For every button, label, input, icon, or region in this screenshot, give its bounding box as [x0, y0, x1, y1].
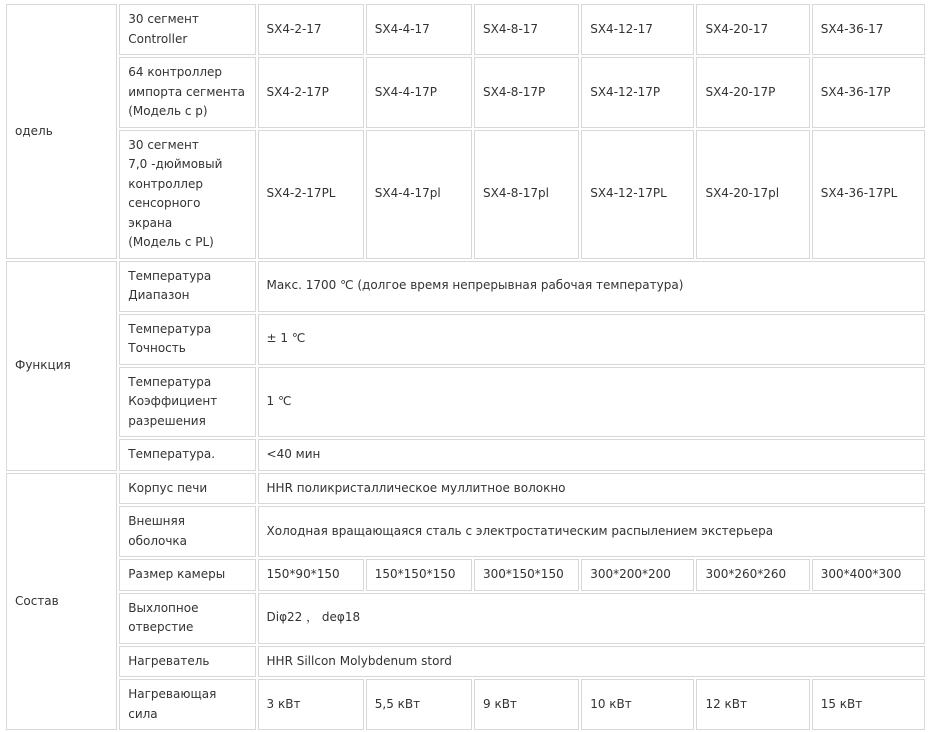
table-row [6, 130, 925, 259]
row-label: Температура Коэффициент разрешения [119, 367, 255, 438]
chamber-size-cell: 150*150*150 [366, 559, 472, 591]
power-cell: 10 кВт [581, 679, 694, 730]
group-function: Функция [6, 261, 117, 471]
group-model: одель [6, 4, 117, 259]
model-cell: SX4-20-17P [696, 57, 809, 128]
model-cell: SX4-2-17 [258, 4, 364, 55]
row-label: 64 контроллер импорта сегмента (Модель с p) [119, 57, 255, 128]
row-label: Внешняя оболочка [119, 506, 255, 557]
model-cell: SX4-20-17pl [696, 130, 809, 259]
row-label: 30 сегмент Controller [119, 4, 255, 55]
power-cell: 12 кВт [696, 679, 809, 730]
model-cell: SX4-8-17P [474, 57, 579, 128]
model-cell: SX4-36-17PL [812, 130, 925, 259]
table-row [6, 593, 925, 644]
row-label: Нагреватель [119, 646, 255, 678]
table-row [6, 473, 925, 505]
model-cell: SX4-12-17PL [581, 130, 694, 259]
model-cell: SX4-2-17PL [258, 130, 364, 259]
value-cell: Холодная вращающаяся сталь с электростатическим распылением экстерьера [258, 506, 925, 557]
power-cell: 5,5 кВт [366, 679, 472, 730]
model-cell: SX4-2-17P [258, 57, 364, 128]
chamber-size-cell: 300*200*200 [581, 559, 694, 591]
table-row [6, 261, 925, 312]
row-label: Температура Точность [119, 314, 255, 365]
chamber-size-cell: 300*260*260 [696, 559, 809, 591]
value-cell: HHR поликристаллическое муллитное волокно [258, 473, 925, 505]
table-row [6, 314, 925, 365]
chamber-size-cell: 150*90*150 [258, 559, 364, 591]
table-row [6, 439, 925, 471]
row-label: Выхлопное отверстие [119, 593, 255, 644]
row-label: Температура. [119, 439, 255, 471]
model-cell: SX4-4-17 [366, 4, 472, 55]
row-label: Нагревающая сила [119, 679, 255, 730]
model-cell: SX4-4-17pl [366, 130, 472, 259]
model-cell: SX4-36-17 [812, 4, 925, 55]
table-row [6, 367, 925, 438]
table-row [6, 559, 925, 591]
model-cell: SX4-8-17pl [474, 130, 579, 259]
chamber-size-cell: 300*400*300 [812, 559, 925, 591]
group-composition: Состав [6, 473, 117, 731]
power-cell: 9 кВт [474, 679, 579, 730]
chamber-size-cell: 300*150*150 [474, 559, 579, 591]
value-cell: ± 1 ℃ [258, 314, 925, 365]
value-cell: HHR Sillcon Molybdenum stord [258, 646, 925, 678]
value-cell: Макс. 1700 ℃ (долгое время непрерывная рабочая температура) [258, 261, 925, 312]
value-cell: Diφ22 ， deφ18 [258, 593, 925, 644]
model-cell: SX4-12-17P [581, 57, 694, 128]
table-row [6, 57, 925, 128]
power-cell: 3 кВт [258, 679, 364, 730]
value-cell: 1 ℃ [258, 367, 925, 438]
model-cell: SX4-8-17 [474, 4, 579, 55]
table-row [6, 4, 925, 55]
model-cell: SX4-36-17P [812, 57, 925, 128]
power-cell: 15 кВт [812, 679, 925, 730]
row-label: Температура Диапазон [119, 261, 255, 312]
row-label: Корпус печи [119, 473, 255, 505]
spec-table [4, 2, 927, 732]
row-label: Размер камеры [119, 559, 255, 591]
value-cell: <40 мин [258, 439, 925, 471]
row-label: 30 сегмент 7,0 -дюймовый контроллер сенсорного экрана (Модель с PL) [119, 130, 255, 259]
table-row [6, 506, 925, 557]
model-cell: SX4-20-17 [696, 4, 809, 55]
model-cell: SX4-12-17 [581, 4, 694, 55]
table-row [6, 646, 925, 678]
model-cell: SX4-4-17P [366, 57, 472, 128]
